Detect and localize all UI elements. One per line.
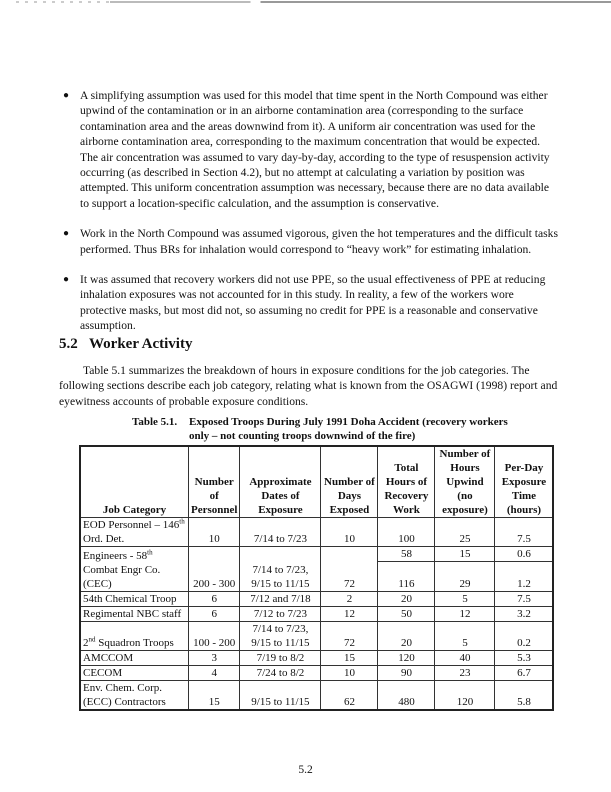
exposure-table <box>79 445 554 711</box>
section-heading: 5.2 Worker Activity <box>59 336 193 352</box>
col-header: Number of Personnel <box>189 446 240 518</box>
bullet-icon: ● <box>63 274 70 286</box>
table-caption: Table 5.1. Exposed Troops During July 1991 Doha Accident (recovery workers only – not counting troops downwind of the fire) <box>132 416 508 442</box>
bullet-icon: ● <box>63 228 70 240</box>
list-item: ● It was assumed that recovery workers did not use PPE, so the usual effectiveness of PPE at reducing inhalation exposures was not accounted for in this study. In reality, a few of the workers wore protective masks, but most did not, so assuming no credit for PPE is a reasonable and conservative assumption. <box>63 273 546 333</box>
job-category: EOD Personnel – 146th Ord. Det. <box>80 518 189 547</box>
col-header: Approximate Dates of Exposure <box>240 446 321 518</box>
table-row: AMCCOM 3 7/19 to 8/2 15 120 40 5.3 <box>80 651 553 666</box>
col-header: Number of Days Exposed <box>321 446 378 518</box>
header-rule <box>110 1 611 3</box>
col-header: Total Hours of Recovery Work <box>378 446 435 518</box>
table-row: EOD Personnel – 146th Ord. Det. 10 7/14 to 7/23 10 100 25 7.5 <box>80 518 553 547</box>
table-row: Env. Chem. Corp. (ECC) Contractors 15 9/15 to 11/15 62 480 120 5.8 <box>80 681 553 711</box>
job-category: 2nd Squadron Troops <box>80 622 189 651</box>
assumption-list <box>60 88 560 349</box>
job-category: Engineers - 58th Combat Engr Co. (CEC) <box>80 547 189 592</box>
list-item: ● A simplifying assumption was used for this model that time spent in the North Compound was either upwind of the contamination or in an airborne contamination area (corresponding to the surface contamination area and the areas downwind from it). A uniform air concentration was used for the airborne contamination area, corresponding to the maximum concentration that would be expected. The air concentration was assumed to vary day-by-day, according to the type of resuspension activity occurring (as described in Section 4.2), but no attempt at calculating a variation by position was attempted. This uniform concentration assumption was necessary, because there are no data available to support a location-specific calculation, and the assumption is conservative. <box>63 89 550 210</box>
table-header-row <box>80 446 553 518</box>
table-row: Engineers - 58th Combat Engr Co. (CEC) 200 - 300 7/14 to 7/23, 9/15 to 11/15 72 58 15 0.6 <box>80 547 553 562</box>
table-row: Regimental NBC staff 6 7/12 to 7/23 12 50 12 3.2 <box>80 607 553 622</box>
col-header: Job Category <box>80 446 189 518</box>
table-row: 116 29 1.2 <box>80 562 553 592</box>
col-header: Number of Hours Upwind (no exposure) <box>435 446 495 518</box>
bullet-icon: ● <box>63 90 70 101</box>
page-number: 5.2 <box>298 764 313 776</box>
col-header: Per-Day Exposure Time (hours) <box>495 446 554 518</box>
list-item: ● Work in the North Compound was assumed vigorous, given the hot temperatures and the difficult tasks performed. Thus BRs for inhalation would correspond to “heavy work” for estimating inhalation. <box>63 227 558 256</box>
table-row: 2nd Squadron Troops 100 - 200 7/14 to 7/23, 9/15 to 11/15 72 20 5 0.2 <box>80 622 553 651</box>
job-category: Env. Chem. Corp. (ECC) Contractors <box>80 681 189 711</box>
scan-artifact <box>16 1 111 3</box>
table-row: 54th Chemical Troop 6 7/12 and 7/18 2 20 5 7.5 <box>80 592 553 607</box>
table-row: CECOM 4 7/24 to 8/2 10 90 23 6.7 <box>80 666 553 681</box>
section-intro: Table 5.1 summarizes the breakdown of hours in exposure conditions for the job categories. The following sections describe each job category, relating what is known from the OSAGWI (1998) report and eyewitness accounts of probable exposure conditions. <box>59 364 558 408</box>
